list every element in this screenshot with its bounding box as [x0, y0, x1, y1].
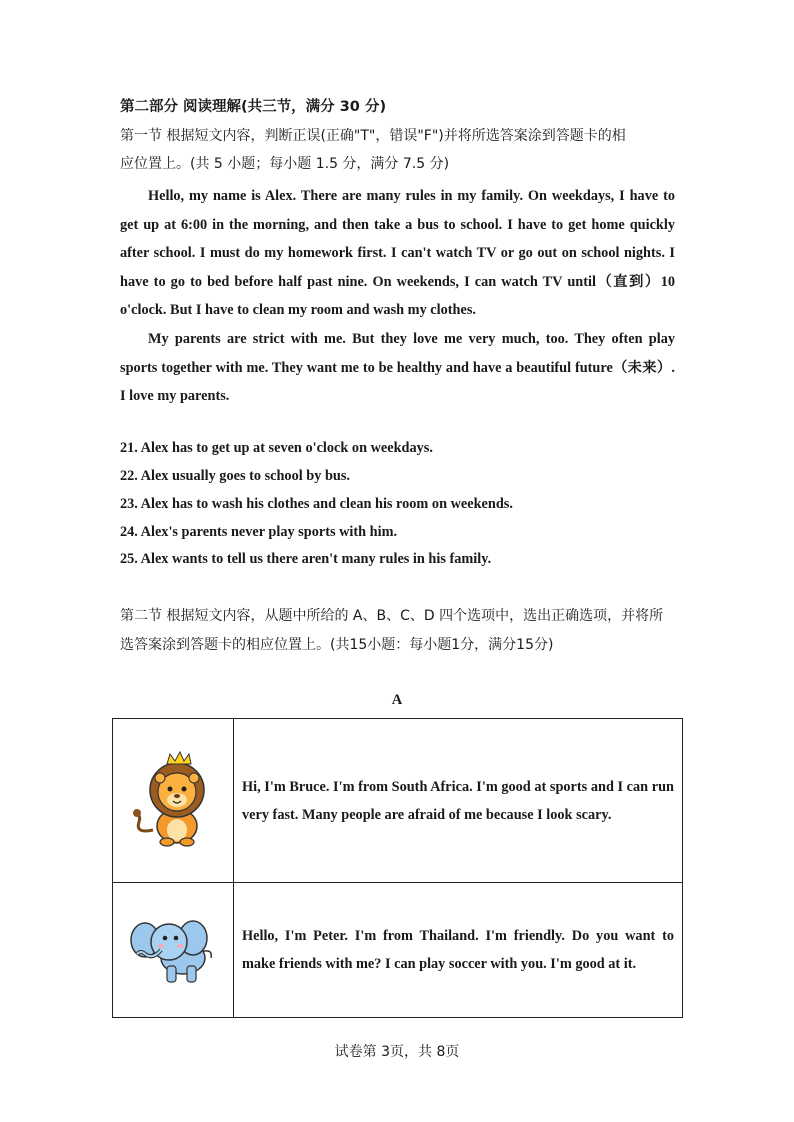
passage-paragraph-2: My parents are strict with me. But they love me very much, too. They often play sports together with me. They want me to be healthy and have a beautiful future（未来）. I love my parents.: [120, 330, 675, 405]
table-row: [113, 883, 683, 1018]
elephant-icon: [123, 908, 223, 988]
picture-cell: [113, 883, 234, 1018]
section2-instruction-line2: 选答案涂到答题卡的相应位置上。(共15小题：每小题1分，满分15分): [120, 637, 554, 653]
passage-label: A: [391, 692, 403, 708]
question-25: 25. Alex wants to tell us there aren't many rules in his family.: [120, 551, 492, 567]
question-24: 24. Alex's parents never play sports with him.: [120, 524, 398, 540]
table-row: [113, 719, 683, 883]
section1-instruction-line2: 应位置上。(共 5 小题；每小题 1.5 分，满分 7.5 分): [120, 156, 450, 172]
picture-cell: [113, 719, 234, 883]
reading-passage: [120, 182, 675, 411]
question-23: 23. Alex has to wash his clothes and clean his room on weekends.: [120, 496, 513, 512]
card-text-bruce: Hi, I'm Bruce. I'm from South Africa. I'm good at sports and I can run very fast. Many people are afraid of me because I look scary.: [234, 719, 683, 883]
animal-cards-table: [112, 718, 683, 1018]
question-22: 22. Alex usually goes to school by bus.: [120, 468, 350, 484]
part-heading: 第二部分 阅读理解(共三节，满分 30 分): [120, 99, 387, 115]
passage-paragraph-1: Hello, my name is Alex. There are many rules in my family. On weekdays, I have to get up at 6:00 in the morning, and then take a bus to school. I have to get home quickly after school. I must do my homework first. I can't watch TV or go out on school nights. I have to go to bed before half past nine. On weekends, I can watch TV until（直到）10 o'clock. But I have to clean my room and wash my clothes.: [120, 188, 675, 319]
section2-instruction-line1: 第二节 根据短文内容，从题中所给的 A、B、C、D 四个选项中，选出正确选项，并将所: [120, 608, 664, 624]
question-21: 21. Alex has to get up at seven o'clock on weekdays.: [120, 440, 433, 456]
lion-icon: [125, 748, 221, 848]
card-text-peter: Hello, I'm Peter. I'm from Thailand. I'm friendly. Do you want to make friends with me? I can play soccer with you. I'm good at it.: [234, 883, 683, 1018]
page-footer: 试卷第 3页，共 8页: [334, 1044, 460, 1060]
section1-instruction-line1: 第一节 根据短文内容，判断正误(正确"T"，错误"F")并将所选答案涂到答题卡的相: [120, 128, 626, 144]
